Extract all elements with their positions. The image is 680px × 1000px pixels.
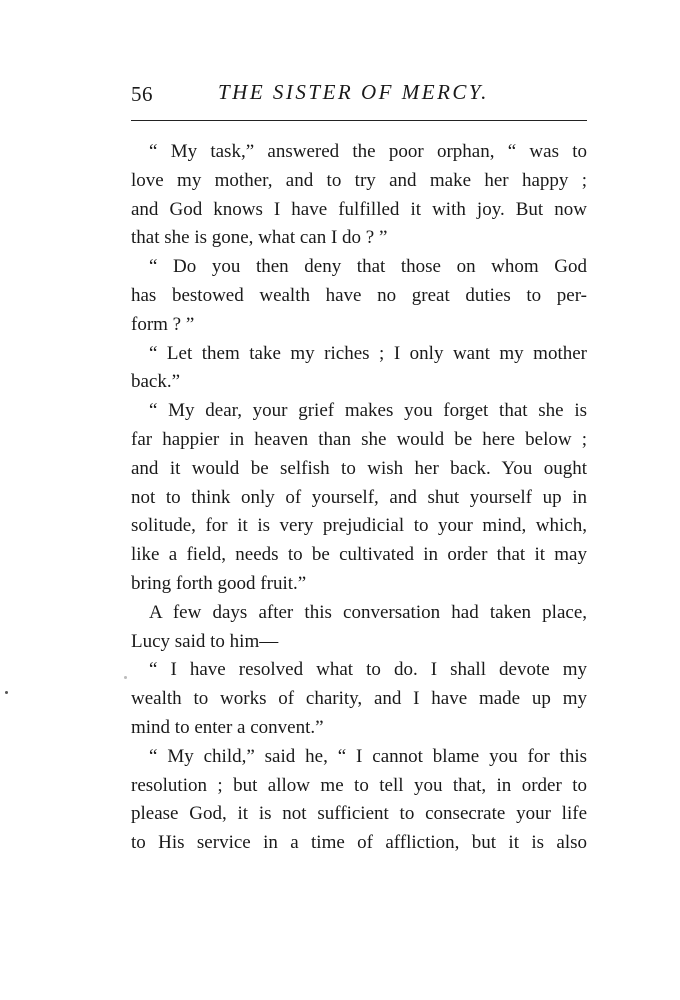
text-line: resolution ; but allow me to tell you that, in order to (131, 774, 587, 796)
text-line: love my mother, and to try and make her happy ; (131, 169, 587, 191)
text-line: not to think only of yourself, and shut yourself up in (131, 486, 587, 508)
text-line: “ I have resolved what to do. I shall devote my (149, 659, 587, 681)
text-line: and God knows I have fulfilled it with joy. But now (131, 198, 587, 220)
text-line: that she is gone, what can I do ? ” (131, 227, 388, 249)
text-line: Lucy said to him— (131, 630, 279, 652)
text-line: has bestowed wealth have no great duties to per- (131, 284, 587, 306)
text-line: “ My dear, your grief makes you forget that she is (149, 400, 587, 422)
text-line: please God, it is not sufficient to consecrate your life (131, 803, 587, 825)
header-rule (131, 120, 587, 121)
body-text (131, 138, 587, 858)
margin-speck (5, 691, 8, 694)
text-line: form ? ” (131, 313, 195, 335)
text-line: bring forth good fruit.” (131, 572, 307, 594)
text-line: “ My child,” said he, “ I cannot blame you for this (149, 745, 587, 767)
running-title: THE SISTER OF MERCY. (218, 80, 489, 104)
text-line: and it would be selfish to wish her back. You ought (131, 457, 587, 479)
text-line: solitude, for it is very prejudicial to your mind, which, (131, 515, 587, 537)
margin-speck (124, 676, 127, 679)
text-line: mind to enter a convent.” (131, 716, 324, 738)
text-line: back.” (131, 371, 181, 393)
text-line: “ Do you then deny that those on whom God (149, 256, 587, 278)
page-number: 56 (131, 82, 153, 106)
text-line: like a field, needs to be cultivated in order that it may (131, 544, 587, 566)
text-line: A few days after this conversation had taken place, (149, 601, 587, 623)
text-line: to His service in a time of affliction, but it is also (131, 832, 587, 854)
text-line: “ My task,” answered the poor orphan, “ was to (149, 141, 587, 162)
text-line: wealth to works of charity, and I have made up my (131, 688, 587, 710)
text-line: far happier in heaven than she would be here below ; (131, 428, 587, 450)
text-line: “ Let them take my riches ; I only want my mother (149, 342, 587, 364)
